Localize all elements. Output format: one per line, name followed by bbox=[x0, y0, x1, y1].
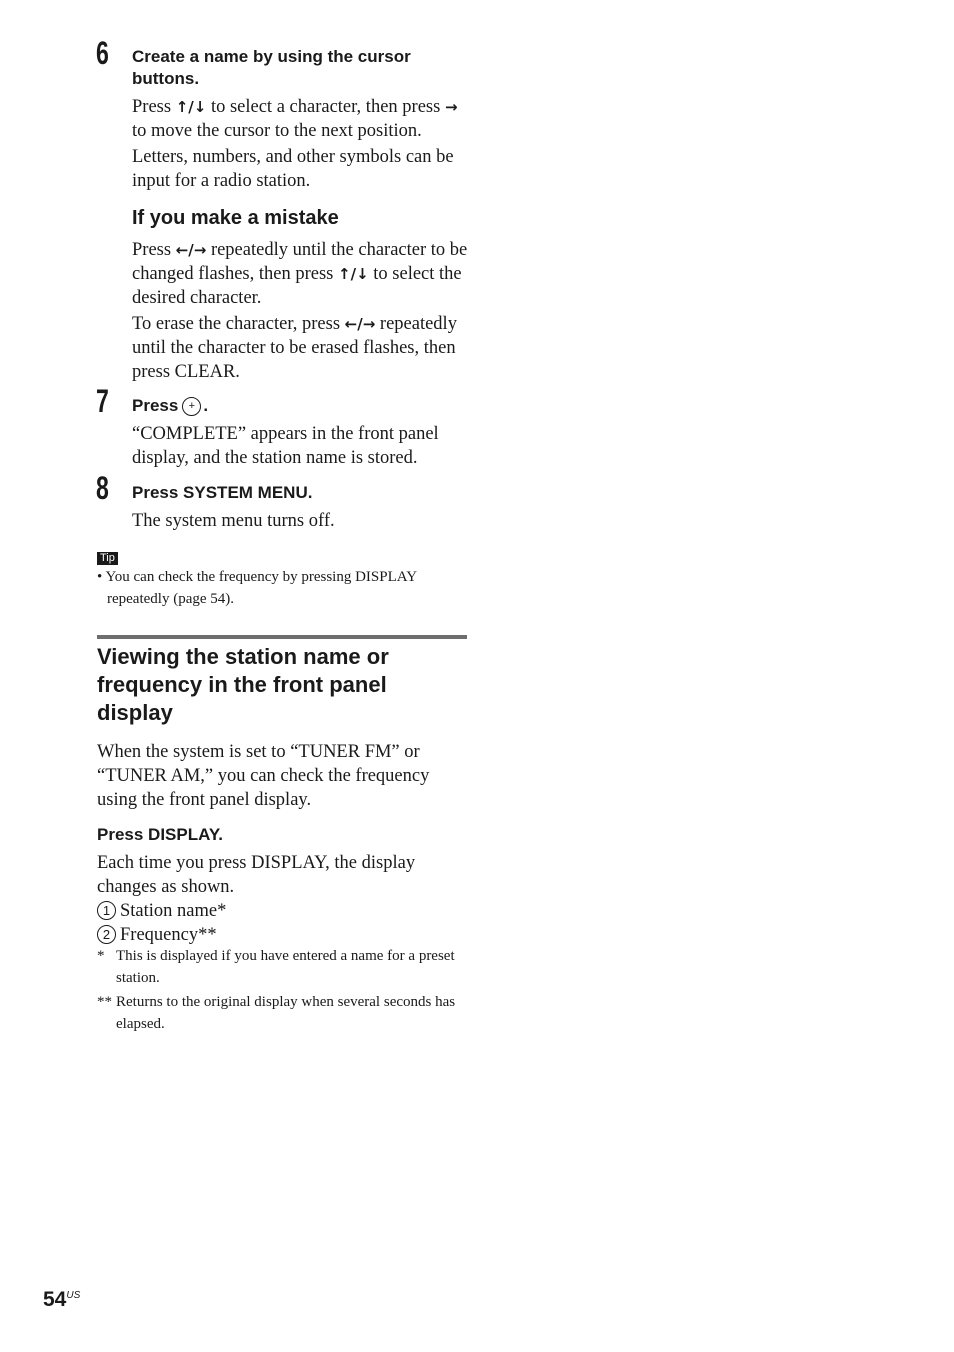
section-intro: When the system is set to “TUNER FM” or “TUNER AM,” you can check the frequency using the front panel display. bbox=[97, 742, 430, 810]
step-number-7: 7 bbox=[96, 383, 109, 419]
step-6-body bbox=[132, 95, 472, 195]
left-right-arrow-icon: ←/→ bbox=[175, 241, 207, 259]
up-down-arrow-icon: ↑/↓ bbox=[338, 265, 369, 283]
section-divider bbox=[97, 635, 467, 639]
tip-text: • You can check the frequency by pressing DISPLAY repeatedly (page 54). bbox=[97, 569, 417, 607]
mistake-heading: If you make a mistake bbox=[132, 207, 339, 229]
press-display-heading: Press DISPLAY. bbox=[97, 825, 223, 844]
display-changes-text: Each time you press DISPLAY, the display changes as shown. bbox=[97, 853, 416, 897]
mistake-paragraph-1: Press ←/→ repeatedly until the character to be changed flashes, then press ↑/↓ to select the desired character. bbox=[132, 240, 468, 308]
step-8-body: The system menu turns off. bbox=[132, 511, 335, 531]
section-title: Viewing the station name or frequency in the front panel display bbox=[97, 644, 389, 725]
circled-number-2-icon: 2 bbox=[97, 925, 116, 944]
page-number: $54^{US}$ bbox=[43, 1288, 81, 1311]
step-number-6: 6 bbox=[96, 35, 109, 71]
mistake-paragraph-2: To erase the character, press ←/→ repeatedly until the character to be erased flashes, then press CLEAR. bbox=[132, 314, 457, 382]
footnote-single: * This is displayed if you have entered a name for a preset station. bbox=[97, 948, 455, 986]
list-item: 2 Frequency** bbox=[97, 923, 467, 947]
step-7-body: “COMPLETE” appears in the front panel display, and the station name is stored. bbox=[132, 424, 439, 468]
step-6-title: Create a name by using the cursor buttons. bbox=[132, 47, 411, 88]
left-right-arrow-icon: ←/→ bbox=[344, 315, 376, 333]
list-item: 1 Station name* bbox=[97, 899, 467, 923]
footnote-double: ** Returns to the original display when several seconds has elapsed. bbox=[97, 994, 456, 1032]
step-8-title: Press SYSTEM MENU. bbox=[132, 483, 313, 502]
tip-badge: Tip bbox=[97, 552, 118, 565]
up-down-arrow-icon: ↑/↓ bbox=[175, 98, 207, 116]
enter-button-icon bbox=[182, 397, 201, 416]
circled-number-1-icon: 1 bbox=[97, 901, 116, 920]
step-number-8: 8 bbox=[96, 470, 109, 506]
step-6-paragraph-2: Letters, numbers, and other symbols can be input for a radio station. bbox=[132, 147, 454, 191]
step-7-title: Press+ . bbox=[132, 395, 467, 417]
right-arrow-icon: → bbox=[444, 98, 458, 116]
step-6-paragraph-1: Press ↑/↓ to select a character, then press → to move the cursor to the next position. bbox=[132, 97, 458, 141]
mistake-body bbox=[132, 238, 472, 386]
section-body bbox=[97, 851, 467, 947]
footnote bbox=[97, 945, 469, 1035]
